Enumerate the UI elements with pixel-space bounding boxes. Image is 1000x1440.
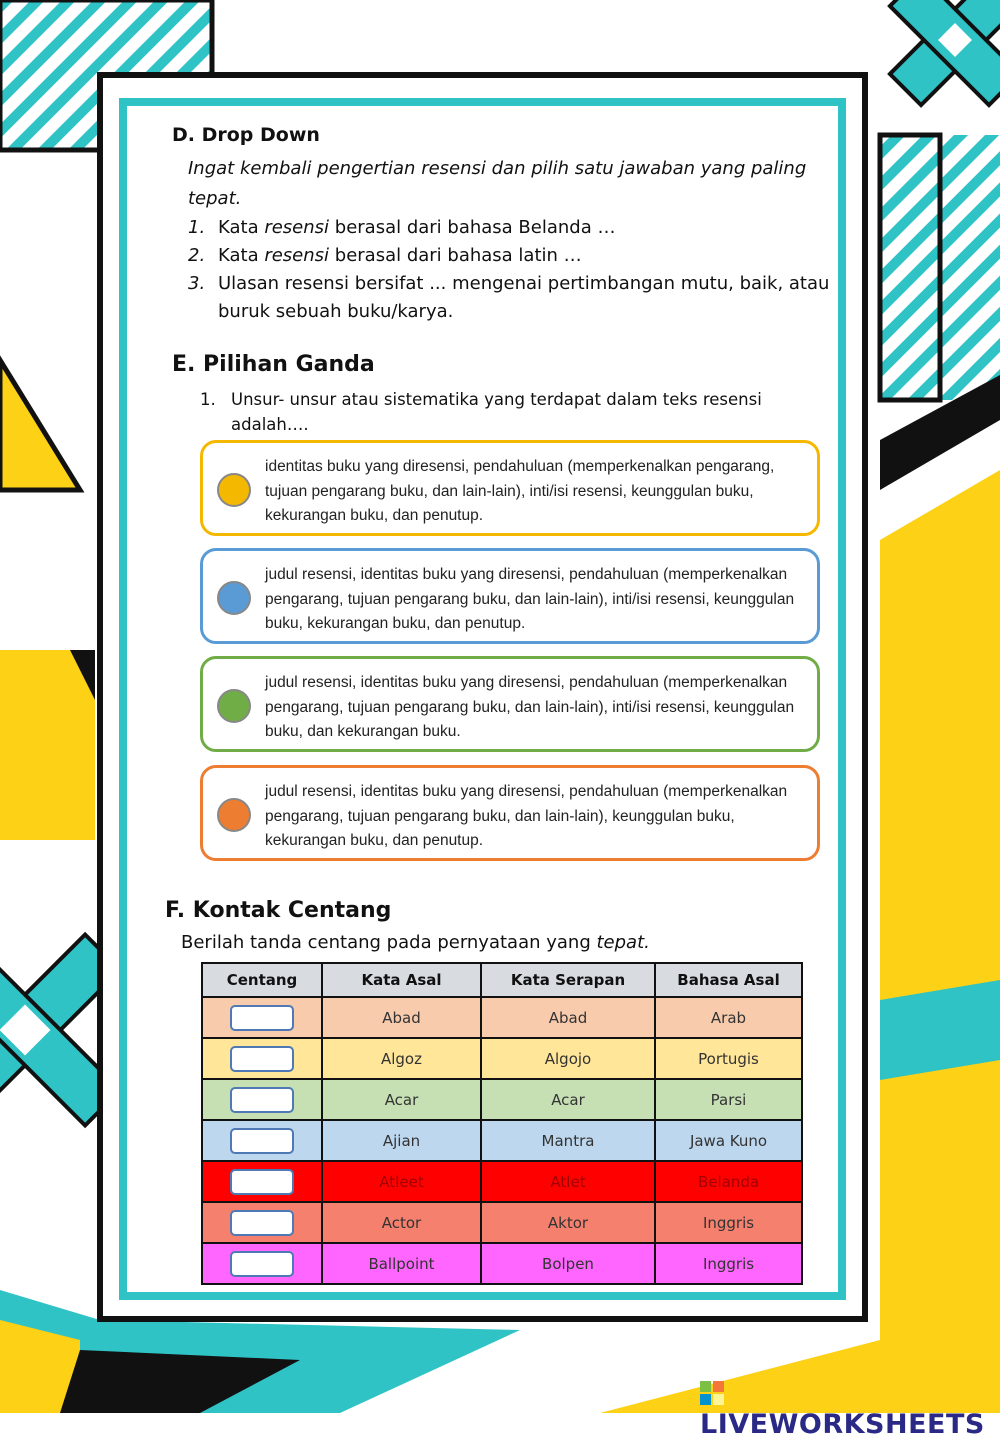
bahasa-asal-cell: Belanda (655, 1161, 802, 1202)
table-row (202, 997, 802, 1038)
option-a[interactable] (200, 440, 820, 536)
option-d-radio[interactable] (217, 798, 251, 832)
header-kata-serapan: Kata Serapan (481, 963, 655, 997)
section-d-instruction: Ingat kembali pengertian resensi dan pilih satu jawaban yang paling tepat. (188, 158, 807, 209)
kata-serapan-cell: Acar (481, 1079, 655, 1120)
header-bahasa-asal: Bahasa Asal (655, 963, 802, 997)
section-d-item-2[interactable]: 2. Kata resensi berasal dari bahasa latin … (188, 245, 582, 266)
table-row (202, 1161, 802, 1202)
kata-asal-cell: Atleet (322, 1161, 481, 1202)
header-kata-asal: Kata Asal (322, 963, 481, 997)
checkbox-input[interactable] (230, 1169, 294, 1195)
option-c-text: judul resensi, identitas buku yang diresensi, pendahuluan (memperkenalkan pengarang, tujuan pengarang buku, dan lain-lain), inti/isi resensi, keunggulan buku, dan kekurangan buku. (265, 674, 795, 740)
bahasa-asal-cell: Portugis (655, 1038, 802, 1079)
section-e-question: 1. Unsur- unsur atau sistematika yang terdapat dalam teks resensi adalah…. (200, 390, 762, 434)
liveworksheets-logo: LIVEWORKSHEETS (700, 1378, 1000, 1440)
bahasa-asal-cell: Jawa Kuno (655, 1120, 802, 1161)
option-a-text: identitas buku yang diresensi, pendahuluan (memperkenalkan pengarang, tujuan pengarang buku, dan lain-lain), inti/isi resensi, keunggulan buku, kekurangan buku, dan penutup. (265, 458, 775, 524)
kata-serapan-cell: Abad (481, 997, 655, 1038)
kata-asal-cell: Actor (322, 1202, 481, 1243)
option-d[interactable] (200, 765, 820, 861)
checkbox-input[interactable] (230, 1046, 294, 1072)
table-row (202, 1120, 802, 1161)
kata-asal-cell: Acar (322, 1079, 481, 1120)
checkbox-cell (202, 1038, 322, 1079)
option-a-radio[interactable] (217, 473, 251, 507)
section-f-instruction: Berilah tanda centang pada pernyataan yang tepat. (181, 932, 650, 953)
kata-asal-cell: Algoz (322, 1038, 481, 1079)
checkbox-cell (202, 1202, 322, 1243)
kata-serapan-cell: Bolpen (481, 1243, 655, 1284)
table-row (202, 1079, 802, 1120)
kata-serapan-cell: Mantra (481, 1120, 655, 1161)
kata-serapan-cell: Aktor (481, 1202, 655, 1243)
checkbox-cell (202, 1120, 322, 1161)
checkbox-input[interactable] (230, 1087, 294, 1113)
option-b[interactable] (200, 548, 820, 644)
section-e-title: E. Pilihan Ganda (172, 352, 375, 377)
bahasa-asal-cell: Arab (655, 997, 802, 1038)
option-b-radio[interactable] (217, 581, 251, 615)
liveworksheets-logo-icon (700, 1381, 724, 1405)
header-centang: Centang (202, 963, 322, 997)
option-c-radio[interactable] (217, 689, 251, 723)
checkbox-input[interactable] (230, 1210, 294, 1236)
checkbox-cell (202, 1079, 322, 1120)
checkbox-input[interactable] (230, 1251, 294, 1277)
table-row (202, 1202, 802, 1243)
bahasa-asal-cell: Parsi (655, 1079, 802, 1120)
checkbox-cell (202, 997, 322, 1038)
checkbox-table (201, 962, 803, 1285)
kata-asal-cell: Ballpoint (322, 1243, 481, 1284)
section-d-item-1[interactable]: 1. Kata resensi berasal dari bahasa Belanda … (188, 217, 616, 238)
option-b-text: judul resensi, identitas buku yang diresensi, pendahuluan (memperkenalkan pengarang, tujuan pengarang buku, dan lain-lain), inti/isi resensi, keunggulan buku, kekurangan buku, dan penutup. (265, 566, 795, 632)
table-row (202, 1243, 802, 1284)
checkbox-cell (202, 1161, 322, 1202)
kata-asal-cell: Ajian (322, 1120, 481, 1161)
bahasa-asal-cell: Inggris (655, 1202, 802, 1243)
bahasa-asal-cell: Inggris (655, 1243, 802, 1284)
checkbox-cell (202, 1243, 322, 1284)
option-d-text: judul resensi, identitas buku yang diresensi, pendahuluan (memperkenalkan pengarang, tujuan pengarang buku, dan lain-lain), keunggulan buku, kekurangan buku, dan penutup. (265, 783, 788, 849)
section-d-item-3[interactable]: 3. Ulasan resensi bersifat ... mengenai pertimbangan mutu, baik, atau buruk sebuah buku/karya. (188, 273, 830, 322)
kata-asal-cell: Abad (322, 997, 481, 1038)
kata-serapan-cell: Atlet (481, 1161, 655, 1202)
checkbox-input[interactable] (230, 1005, 294, 1031)
checkbox-input[interactable] (230, 1128, 294, 1154)
table-row (202, 1038, 802, 1079)
option-c[interactable] (200, 656, 820, 752)
kata-serapan-cell: Algojo (481, 1038, 655, 1079)
section-d-title: D. Drop Down (172, 124, 320, 146)
section-f-title: F. Kontak Centang (165, 898, 392, 923)
